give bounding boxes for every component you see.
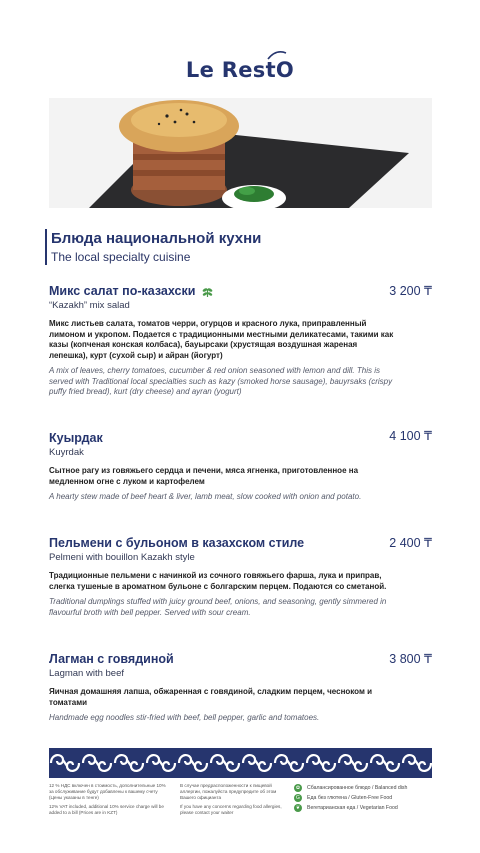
vegetarian-icon: ❦ (295, 805, 301, 811)
dish-description-ru: Яичная домашняя лапша, обжаренная с говядиной, сладким перцем, чесноком и томатами (49, 687, 373, 707)
vat-note-en: 12% VAT included, additional 10% service charge will be added to a bill (Prices are in KZT) (49, 804, 164, 815)
legend-item-gluten-free (294, 793, 407, 803)
brand-logo (0, 58, 480, 82)
brand-name: Le RestO (185, 58, 295, 82)
dish-description-en: Traditional dumplings stuffed with juicy ground beef, onions, and seasoning, gently simmered in flavourful broth with bell pepper. Served with sour cream. (49, 597, 387, 617)
section-title: Блюда национальной кухни (51, 230, 262, 247)
allergy-note-en: If you have any concerns regarding food allergies, please contact your waiter (180, 804, 282, 815)
dish-price: 2 400 ₸ (389, 536, 432, 550)
dish-description-ru: Сытное рагу из говяжьего сердца и печени, мяса ягненка, приготовленное на медленном огне с луком и картофелем (49, 466, 359, 486)
footer-vat-note (49, 783, 169, 816)
dish-photo-illustration (49, 98, 432, 208)
ornament-band (49, 748, 432, 778)
logo-swoosh-icon (266, 49, 288, 61)
dish-name-ru-text: Микс салат по-казахски (49, 284, 196, 298)
legend-label: Еда без глютена / Gluten-Free Food (307, 795, 393, 801)
dish-name-ru: Лагман с говядиной (49, 652, 174, 666)
footer-legend (294, 783, 407, 813)
vat-note-ru: 12 % НДС включен в стоимость, дополнительные 10% за обслуживание будут добавлены к вашему счету (Цены указаны в тенге) (49, 783, 166, 800)
dish-description-en: A mix of leaves, cherry tomatoes, cucumber & red onion seasoned with lemon and dill. This is served with Traditional local specialties such as kazy (smoked horse sausage), bauyrsaks (crispy puffy fried bread), kurt (dry cheese) and ayran (yogurt) (49, 366, 393, 396)
dish-description-ru: Традиционные пельмени с начинкой из сочного говяжьего фарша, лука и приправ, слегка тушеные в ароматном бульоне с болгарским перцем. Подаются со сметаной. (49, 571, 387, 591)
allergy-note-ru: В случае предрасположенности к пищевой аллергии, пожалуйста предупредите об этом Вашего официанта (180, 783, 277, 800)
dish-name-en: “Kazakh” mix salad (49, 300, 130, 311)
dish-price: 3 800 ₸ (389, 652, 432, 666)
balanced-dish-icon (201, 285, 214, 298)
dish-price: 4 100 ₸ (389, 429, 432, 443)
footer-allergy-note (180, 783, 288, 816)
section-subtitle: The local specialty cuisine (51, 250, 191, 264)
menu-item-kazakh-salad (49, 283, 394, 398)
dish-name-en: Lagman with beef (49, 668, 124, 679)
section-heading (45, 229, 261, 265)
dish-name-en: Pelmeni with bouillon Kazakh style (49, 552, 195, 563)
dish-description-en: Handmade egg noodles stir-fried with beef, bell pepper, garlic and tomatoes. (49, 713, 320, 722)
dish-name-en: Kuyrdak (49, 447, 84, 458)
gluten-free-icon: G (294, 794, 302, 802)
dish-description-ru: Микс листьев салата, томатов черри, огурцов и красного лука, приправленный лимоном и укропом. Подается с традиционными местными деликатесами, такими как казы (копченая конская колбаса), бауырсаки (хрустящая воздушная жареная лепешка), курт (сухой сыр) и айран (йогурт) (49, 319, 394, 360)
legend-item-balanced (294, 783, 407, 793)
kazakh-ornament-pattern (49, 748, 432, 778)
dish-price: 3 200 ₸ (389, 284, 432, 298)
dish-photo (49, 98, 432, 208)
legend-label: Вегетарианская еда / Vegetarian Food (307, 805, 398, 811)
dish-description-en: A hearty stew made of beef heart & liver, lamb meat, slow cooked with onion and potato. (49, 492, 362, 501)
dish-name-ru: Куырдак (49, 431, 103, 445)
legend-item-vegetarian (294, 803, 407, 813)
legend-label: Сбалансированное блюдо / Balanced dish (307, 785, 408, 791)
balanced-icon: ✿ (295, 785, 301, 791)
dish-name-ru: Пельмени с бульоном в казахском стиле (49, 536, 305, 550)
